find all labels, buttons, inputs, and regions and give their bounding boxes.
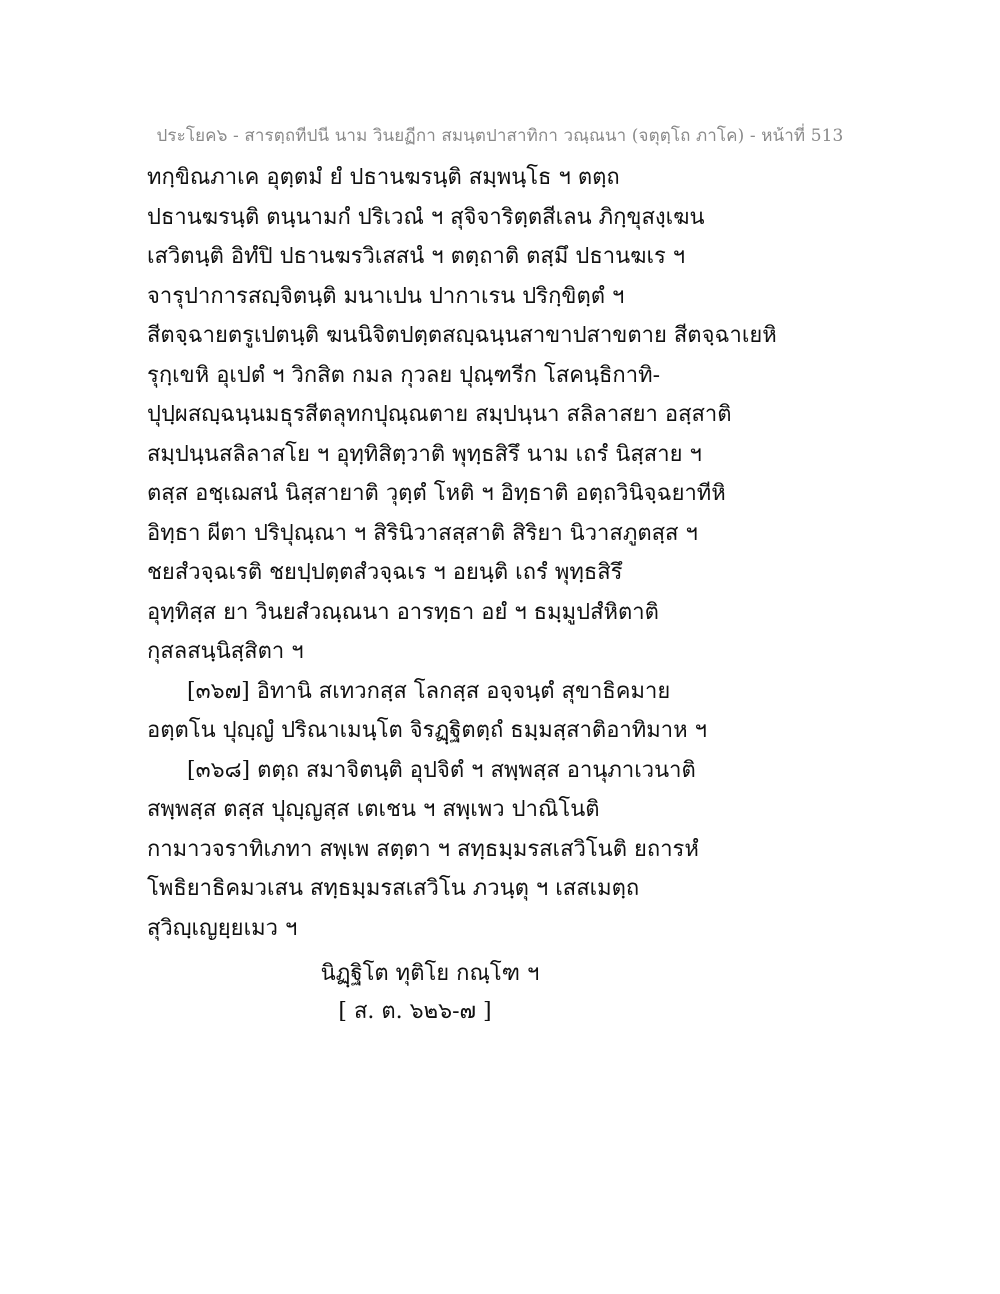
running-header: ประโยค๖ - สารตฺถทีปนี นาม วินยฏีกา สมนฺตปาสาทิกา วณฺณนา (จตุตฺโถ ภาโค) - หน้าที่ 513 xyxy=(156,126,844,146)
text-line: สีตจฺฉายตรูเปตนฺติ ฆนนิจิตปตฺตสญฺฉนฺนสาขาปสาขตาย สีตจฺฉาเยหิ xyxy=(147,323,777,348)
text-line: อิทฺธา ผีตา ปริปุณฺณา ฯ สิรินิวาสสฺสาติ สิริยา นิวาสภูตสฺส ฯ xyxy=(147,520,698,546)
text-line: รุกฺเขหิ อุเปตํ ฯ วิกสิต กมล กุวลย ปุณฺฑรีก โสคนฺธิกาทิ- xyxy=(147,362,661,388)
text-line: [๓๖๘] ตตฺถ สมาจิตนฺติ อุปจิตํ ฯ สพฺพสฺส อานุภาเวนาติ xyxy=(187,757,696,783)
text-line: [๓๖๗] อิทานิ สเทวกสฺส โลกสฺส อจฺจนฺตํ สุขาธิคมาย xyxy=(187,678,671,704)
text-line: โพธิยาธิคมวเสน สทฺธมฺมรสเสวิโน ภวนฺตุ ฯ เสสเมตฺถ xyxy=(147,876,640,901)
text-line: ปธานฆรนฺติ ตนฺนามกํ ปริเวณํ ฯ สุจิจาริตฺตสีเลน ภิกฺขุสงฺเฆน xyxy=(147,204,705,230)
text-line: อตฺตโน ปุญฺญํ ปริณาเมนฺโต จิรฏฺฐิตตฺถํ ธมฺมสฺสาติอาทิมาห ฯ xyxy=(147,718,707,743)
text-line: สพฺพสฺส ตสฺส ปุญฺญสฺส เตเชน ฯ สพฺเพว ปาณิโนติ xyxy=(147,797,600,822)
text-line: สุวิญฺเญยฺยเมว ฯ xyxy=(147,915,298,941)
text-line: กุสลสนฺนิสฺสิตา ฯ xyxy=(147,639,304,664)
body-text xyxy=(147,158,867,948)
text-line: อุทฺทิสฺส ยา วินยสํวณฺณนา อารทฺธา อยํ ฯ ธมฺมูปสํหิตาติ xyxy=(147,599,659,625)
text-line: กามาวจราทิเภทา สพฺเพ สตฺตา ฯ สทฺธมฺมรสเสวิโนติ ยถารหํ xyxy=(147,836,699,862)
closing-title: นิฏฺฐิโต ทุติโย กณฺโฑ ฯ xyxy=(320,961,540,986)
reference-note: [ ส. ต. ๖๒๖-๗ ] xyxy=(338,999,492,1024)
text-line: ปุปฺผสญฺฉนฺนมธุรสีตลุทกปุณฺณตาย สมฺปนฺนา สลิลาสยา อสฺสาติ xyxy=(147,402,732,427)
text-line: เสวิตนฺติ อิทํปิ ปธานฆรวิเสสนํ ฯ ตตฺถาติ ตสฺมึ ปธานฆเร ฯ xyxy=(147,244,686,269)
text-line: ทกฺขิณภาเค อุตฺตมํ ยํ ปธานฆรนฺติ สมฺพนฺโธ ฯ ตตฺถ xyxy=(147,165,620,190)
text-line: ตสฺส อชฺเฌสนํ นิสฺสายาติ วุตฺตํ โหติ ฯ อิทฺธาติ อตฺถวินิจฺฉยาทีหิ xyxy=(147,481,726,506)
text-line: สมฺปนฺนสลิลาสโย ฯ อุทฺทิสิตฺวาติ พุทฺธสิรึ นาม เถรํ นิสฺสาย ฯ xyxy=(147,441,702,467)
text-line: ชยสํวจฺฉเรติ ชยปฺปตฺตสํวจฺฉเร ฯ อยนฺติ เถรํ พุทฺธสิรึ xyxy=(147,560,623,585)
text-line: จารุปาการสญฺจิตนฺติ มนาเปน ปากาเรน ปริกฺขิตฺตํ ฯ xyxy=(147,283,625,309)
